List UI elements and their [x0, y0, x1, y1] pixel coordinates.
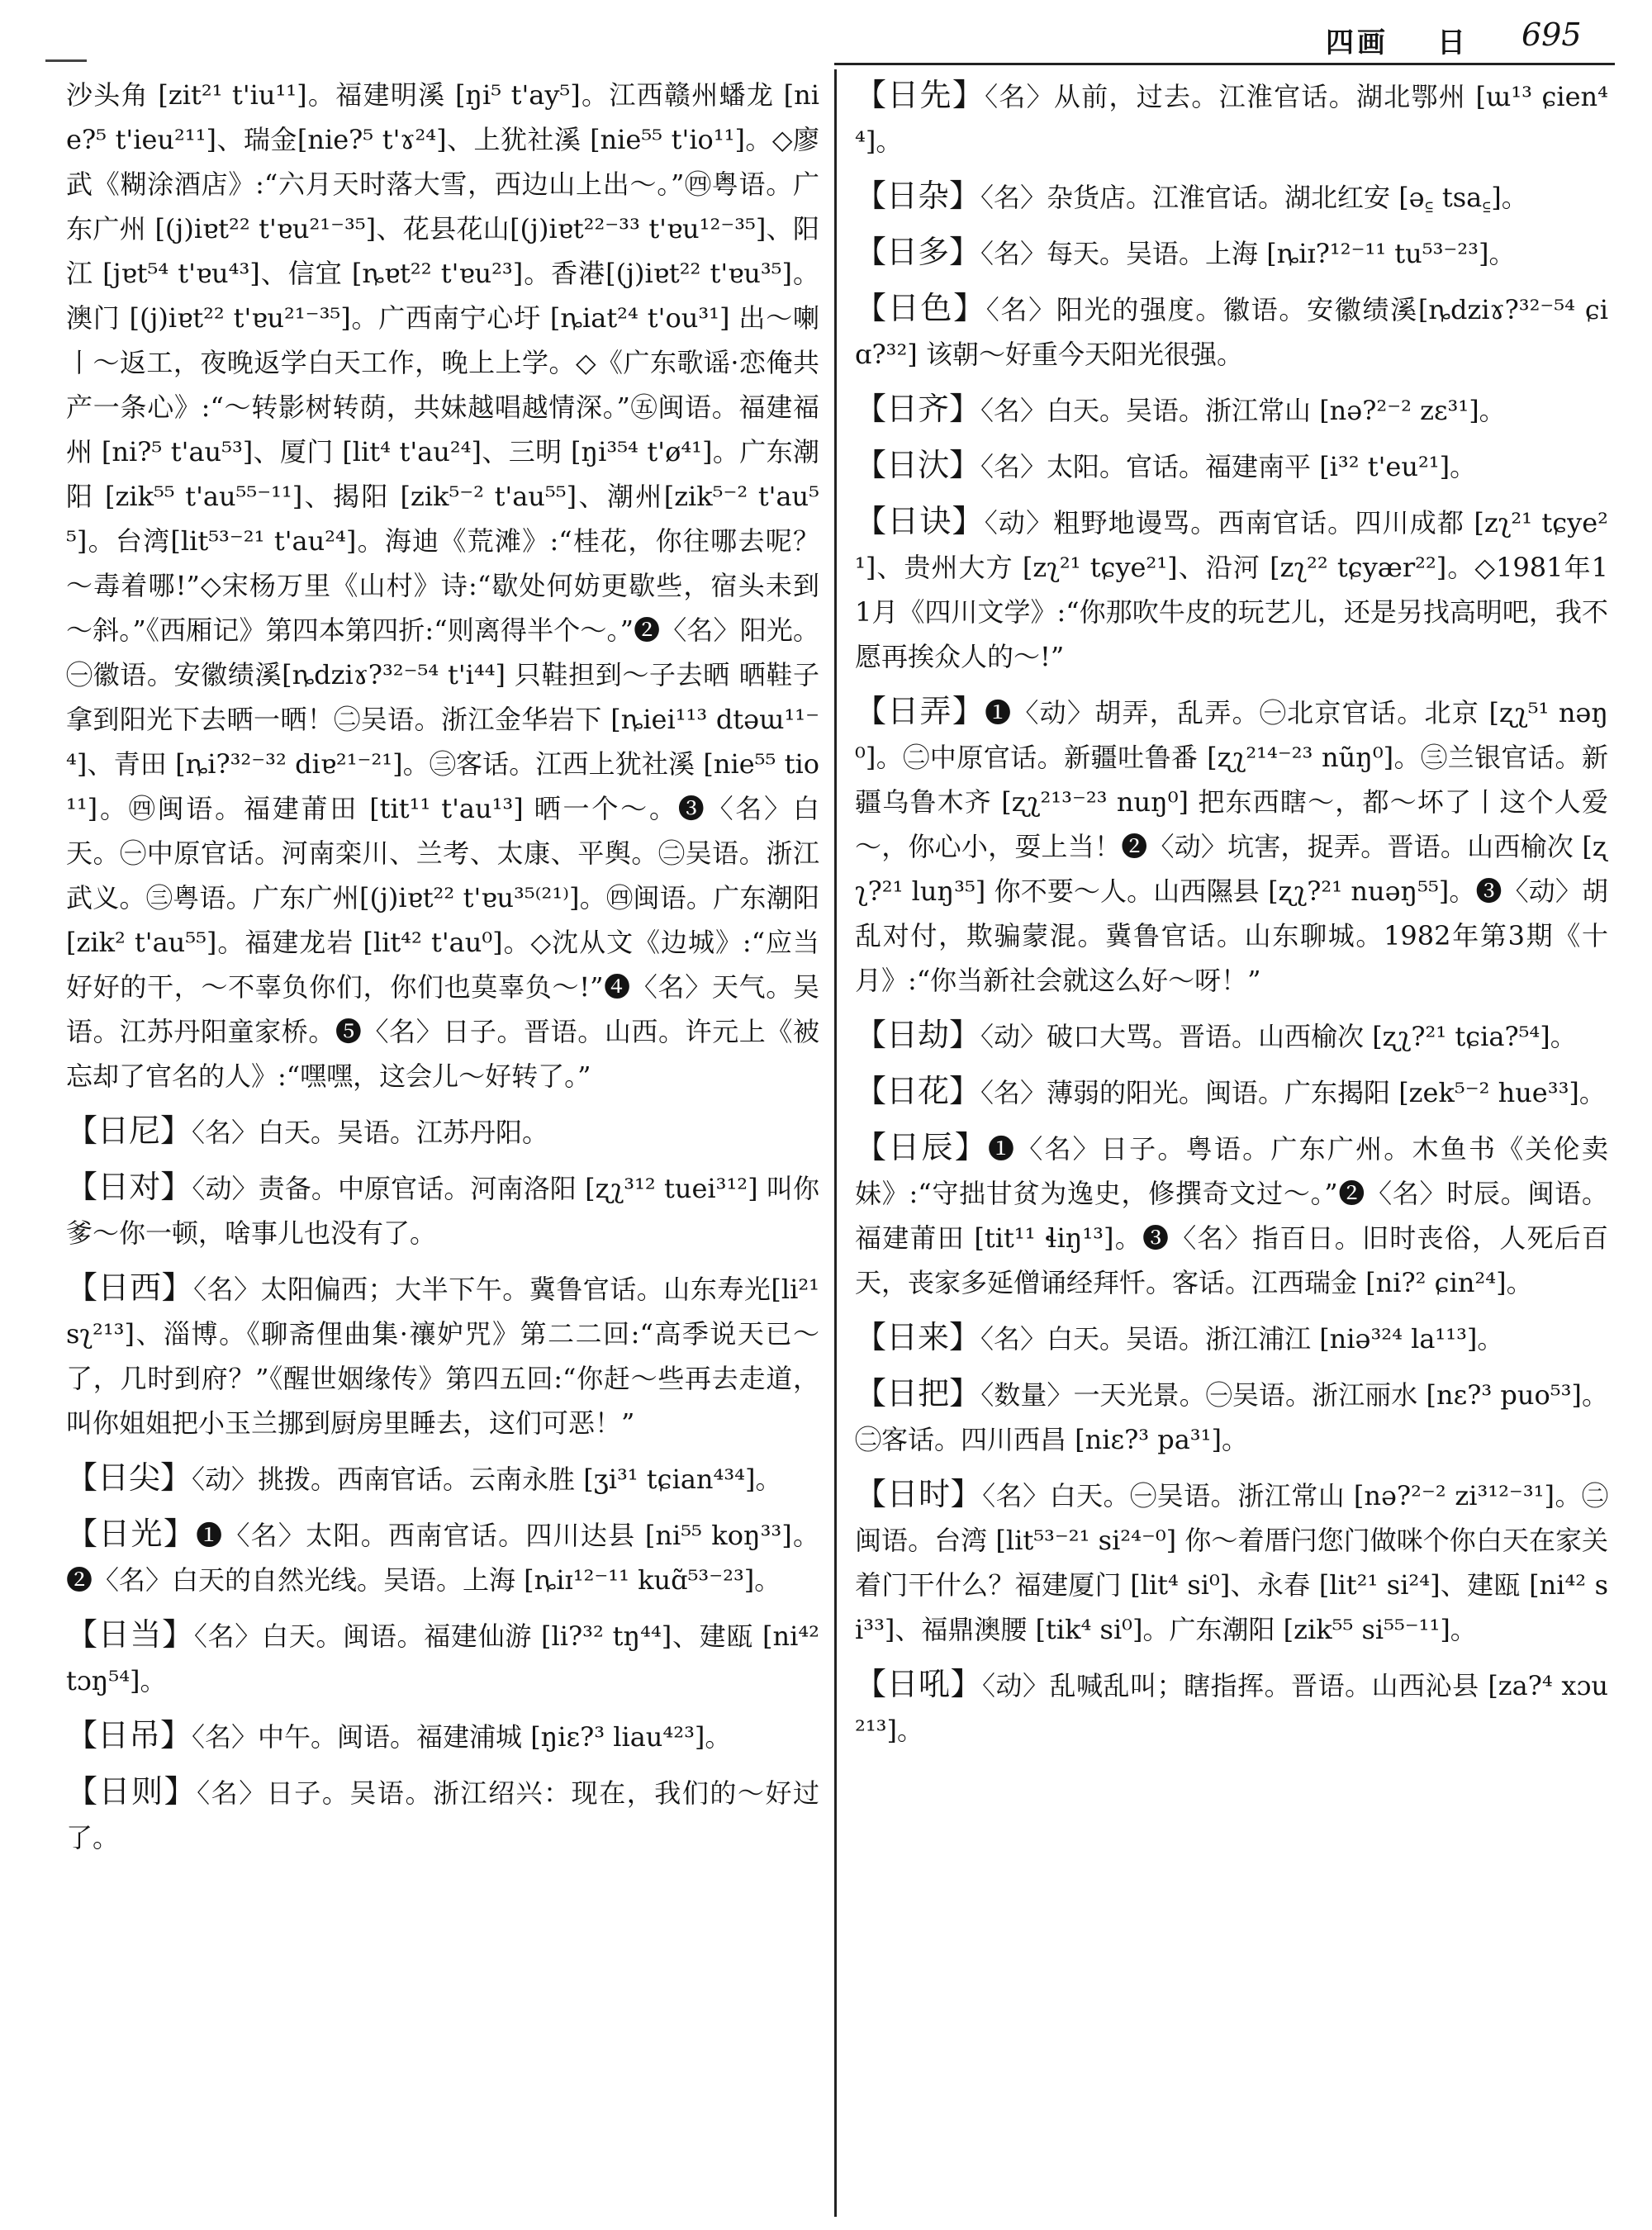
- entry-headword: 【日吊】: [66, 1717, 192, 1753]
- entry-continuation: [66, 73, 819, 1098]
- entry-headword: 【日多】: [855, 234, 981, 270]
- entry-headword: 【日尖】: [66, 1459, 192, 1496]
- entry-text: 〈名〉太阳。官话。福建南平 [i³² t'eu²¹]。: [980, 451, 1477, 482]
- entry-text: 〈名〉白天。吴语。浙江浦江 [niə³²⁴ la¹¹³]。: [980, 1323, 1504, 1355]
- entry-headword: 【日把】: [855, 1375, 981, 1412]
- entry-headword: 【日弄】: [855, 693, 985, 729]
- entry-headword: 【日来】: [855, 1319, 981, 1355]
- entry-headword: 【日辰】: [855, 1129, 988, 1165]
- entry-headword: 【日当】: [66, 1616, 194, 1653]
- entry-text: 〈名〉日子。吴语。浙江绍兴：现在，我们的～好过了。: [66, 1777, 819, 1853]
- entry-headword: 【日尼】: [66, 1113, 192, 1149]
- entry-headword: 【日西】: [66, 1269, 194, 1306]
- entry-headword: 【日杂】: [855, 178, 981, 214]
- header-mark: [45, 59, 87, 62]
- entry-text: 〈名〉薄弱的阳光。闽语。广东揭阳 [zek⁵⁻² hue³³]。: [980, 1077, 1606, 1108]
- page-number: 695: [1521, 17, 1582, 53]
- entry-text: 〈名〉阳光的强度。徽语。安徽绩溪[ȵdziɤ?³²⁻⁵⁴ ɕiɑ?³²] 该朝～好重今天阳光很强。: [855, 294, 1608, 370]
- entry-headword: 【日劫】: [855, 1017, 981, 1053]
- entry: [855, 286, 1608, 377]
- entry: [855, 173, 1608, 220]
- entry-headword: 【日则】: [66, 1773, 197, 1810]
- entry-text: 〈动〉责备。中原官话。河南洛阳 [ʐʅ³¹² tuei³¹²] 叫你爹～你一顿，啥事儿也没有了。: [66, 1173, 819, 1249]
- entry: [855, 1371, 1608, 1462]
- entry-headword: 【日诀】: [855, 503, 985, 539]
- entry-text: 沙头角 [zit²¹ t'iu¹¹]。福建明溪 [ŋi⁵ t'ay⁵]。江西赣州蟠龙 [nie?⁵ t'ieu²¹¹]、瑞金[nie?⁵ t'ɤ²⁴]、上犹社溪 [nie⁵⁵ t'io¹¹]。◇廖武《糊涂酒店》:“六月天时落大雪，西边山上出～。”㊃粤语。广东广州 [(j)iɐt²² t'ɐu²¹⁻³⁵]、花县花山[(j)iɐt²²⁻³³ t'ɐu¹²⁻³⁵]、阳江 [jɐt⁵⁴ t'ɐu⁴³]、信宜 [ȵɐt²² t'ɐu²³]。香港[(j)iɐt²² t'ɐu³⁵]。澳门 [(j)iɐt²² t'ɐu²¹⁻³⁵]。广西南宁心圩 [ȵiat²⁴ t'ou³¹] 出～喇丨～返工，夜晚返学白天工作，晚上上学。◇《广东歌谣·恋俺共产一条心》:“～转影树转荫，共妹越唱越情深。”㊄闽语。福建福州 [ni?⁵ t'au⁵³]、厦门 [lit⁴ t'au²⁴]、三明 [ŋi³⁵⁴ t'ø⁴¹]。广东潮阳 [zik⁵⁵ t'au⁵⁵⁻¹¹]、揭阳 [zik⁵⁻² t'au⁵⁵]、潮州[zik⁵⁻² t'au⁵⁵]。台湾[lit⁵³⁻²¹ t'au²⁴]。海迪《荒滩》:“桂花，你往哪去呢？～毒着哪!”◇宋杨万里《山村》诗:“歇处何妨更歇些，宿头未到～斜。”《西厢记》第四本第四折:“则离得半个～。”❷〈名〉阳光。㊀徽语。安徽绩溪[ȵdziɤ?³²⁻⁵⁴ t'i⁴⁴] 只鞋担到～子去晒 晒鞋子拿到阳光下去晒一晒！㊁吴语。浙江金华岩下 [ȵiei¹¹³ dtəɯ¹¹⁻⁴]、青田 [ȵi?³²⁻³² diɐ²¹⁻²¹]。㊂客话。江西上犹社溪 [nie⁵⁵ tio¹¹]。㊃闽语。福建莆田 [tit¹¹ t'au¹³] 晒一个～。❸〈名〉白天。㊀中原官话。河南栾川、兰考、太康、平舆。㊁吴语。浙江武义。㊂粤语。广东广州[(j)iɐt²² t'ɐu³⁵⁽²¹⁾]。㊃闽语。广东潮阳 [zik² t'au⁵⁵]。福建龙岩 [lit⁴² t'au⁰]。◇沈从文《边城》:“应当好好的干，～不辜负你们，你们也莫辜负～!”❹〈名〉天气。吴语。江苏丹阳童家桥。❺〈名〉日子。晋语。山西。许元上《被忘却了官名的人》:“嘿嘿，这会儿～好转了。”: [66, 79, 819, 1092]
- entry-text: ❶〈名〉日子。粤语。广东广州。木鱼书《关伦卖妹》:“守拙甘贫为逸史，修撰奇文过～。”❷〈名〉时辰。闽语。福建莆田 [tit¹¹ ɬiŋ¹³]。❸〈名〉指百日。旧时丧俗，人死后百天，丧家多延僧诵经拜忏。客话。江西瑞金 [ni?² ɕin²⁴]。: [855, 1133, 1608, 1298]
- entry: [66, 1769, 819, 1860]
- entry-text: ❶〈动〉胡弄，乱弄。㊀北京官话。北京 [ʐʅ⁵¹ nəŋ⁰]。㊁中原官话。新疆吐鲁番 [ʐʅ²¹⁴⁻²³ nũŋ⁰]。㊂兰银官话。新疆乌鲁木齐 [ʐʅ²¹³⁻²³ nuŋ⁰] 把东西瞎～，都～坏了丨这个人爱～，你心小，耍上当！❷〈动〉坑害，捉弄。晋语。山西榆次 [ʐʅ?²¹ luŋ³⁵] 你不要～人。山西隰县 [ʐʅ?²¹ nuəŋ⁵⁵]。❸〈动〉胡乱对付，欺骗蒙混。冀鲁官话。山东聊城。1982年第3期《十月》:“你当新社会就这么好～呀！”: [855, 697, 1608, 996]
- entry: [66, 1511, 819, 1602]
- entry-headword: 【日吼】: [855, 1666, 983, 1702]
- entry: [855, 1013, 1608, 1059]
- right-column: [855, 73, 1608, 2220]
- entry: [66, 1612, 819, 1703]
- left-column: [66, 73, 819, 2220]
- entry-text: 〈动〉乱喊乱叫；瞎指挥。晋语。山西沁县 [za?⁴ xɔu²¹³]。: [855, 1670, 1608, 1746]
- entry-text: 〈名〉白天。吴语。江苏丹阳。: [192, 1117, 549, 1148]
- entry: [66, 1108, 819, 1155]
- entry: [855, 689, 1608, 1003]
- entry-text: 〈动〉破口大骂。晋语。山西榆次 [ʐʅ?²¹ tɕia?⁵⁴]。: [980, 1021, 1577, 1052]
- entry-headword: 【日汏】: [855, 447, 981, 483]
- entry-text: 〈名〉从前，过去。江淮官话。湖北鄂州 [ɯ¹³ ɕien⁴⁴]。: [855, 81, 1608, 157]
- entry: [66, 1165, 819, 1255]
- entry: [855, 443, 1608, 489]
- entry: [855, 1315, 1608, 1361]
- entry: [855, 499, 1608, 679]
- entry-text: 〈数量〉一天光景。㊀吴语。浙江丽水 [nɛ?³ puo⁵³]。㊁客话。四川西昌 [niɛ?³ pa³¹]。: [855, 1379, 1608, 1455]
- entry: [66, 1455, 819, 1502]
- header-section: 四画: [1326, 26, 1389, 59]
- entry: [855, 1472, 1608, 1652]
- column-divider: [834, 69, 837, 2217]
- entry: [66, 1713, 819, 1759]
- entry-headword: 【日齐】: [855, 391, 981, 427]
- entry: [855, 1069, 1608, 1115]
- entry-headword: 【日时】: [855, 1476, 983, 1512]
- entry-headword: 【日光】: [66, 1516, 197, 1552]
- header-radical: 日: [1437, 26, 1465, 59]
- entry: [855, 73, 1608, 164]
- entry: [66, 1265, 819, 1445]
- header-rule: [834, 63, 1615, 65]
- entry-headword: 【日先】: [855, 77, 985, 113]
- entry-text: 〈名〉太阳偏西；大半下午。冀鲁官话。山东寿光[li²¹ sʅ²¹³]、淄博。《聊斋俚曲集·禳妒咒》第二二回:“高季说天已～了，几时到府？”《醒世姻缘传》第四五回:“你赶～些再去走道，叫你姐姐把小玉兰挪到厨房里睡去，这们可恶！”: [66, 1274, 819, 1439]
- entry-headword: 【日对】: [66, 1169, 192, 1205]
- entry-text: 〈名〉白天。吴语。浙江常山 [nə?²⁻² zɛ³¹]。: [980, 395, 1506, 426]
- entry-headword: 【日花】: [855, 1073, 981, 1109]
- entry-text: 〈动〉挑拨。西南官话。云南永胜 [ʒi³¹ tɕian⁴³⁴]。: [192, 1464, 782, 1495]
- entry-text: 〈名〉白天。闽语。福建仙游 [li?³² tŋ⁴⁴]、建瓯 [ni⁴² tɔŋ⁵⁴]。: [66, 1620, 819, 1696]
- entry-text: 〈名〉白天。㊀吴语。浙江常山 [nə?²⁻² zi³¹²⁻³¹]。㊁闽语。台湾 [lit⁵³⁻²¹ si²⁴⁻⁰] 你～着厝闩您门做咪个你白天在家关着门干什么？福建厦门 [lit⁴ si⁰]、永春 [lit²¹ si²⁴]、建瓯 [ni⁴² si³³]、福鼎澳腰 [tik⁴ si⁰]。广东潮阳 [zik⁵⁵ si⁵⁵⁻¹¹]。: [855, 1480, 1608, 1645]
- entry-headword: 【日色】: [855, 290, 986, 326]
- entry-text: 〈动〉粗野地谩骂。西南官话。四川成都 [zʅ²¹ tɕye²¹]、贵州大方 [zʅ²¹ tɕye²¹]、沿河 [zʅ²² tɕyær²²]。◇1981年11月《四川文学》:“你那吹牛皮的玩艺儿，还是另找高明吧，我不愿再挨众人的～!”: [855, 507, 1608, 672]
- entry: [855, 230, 1608, 276]
- entry: [855, 387, 1608, 433]
- entry: [855, 1662, 1608, 1753]
- page-header: [0, 0, 1652, 63]
- entry: [855, 1125, 1608, 1305]
- entry-text: 〈名〉杂货店。江淮官话。湖北红安 [ə꜁ tsa꜁]。: [980, 182, 1528, 213]
- entry-text: 〈名〉每天。吴语。上海 [ȵiɪ?¹²⁻¹¹ tu⁵³⁻²³]。: [980, 238, 1516, 269]
- entry-text: 〈名〉中午。闽语。福建浦城 [ŋiɛ?³ liau⁴²³]。: [192, 1721, 732, 1753]
- entry-text: ❶〈名〉太阳。西南官话。四川达县 [ni⁵⁵ koŋ³³]。❷〈名〉白天的自然光线。吴语。上海 [ȵiɪ¹²⁻¹¹ kuɑ̃⁵³⁻²³]。: [66, 1520, 819, 1596]
